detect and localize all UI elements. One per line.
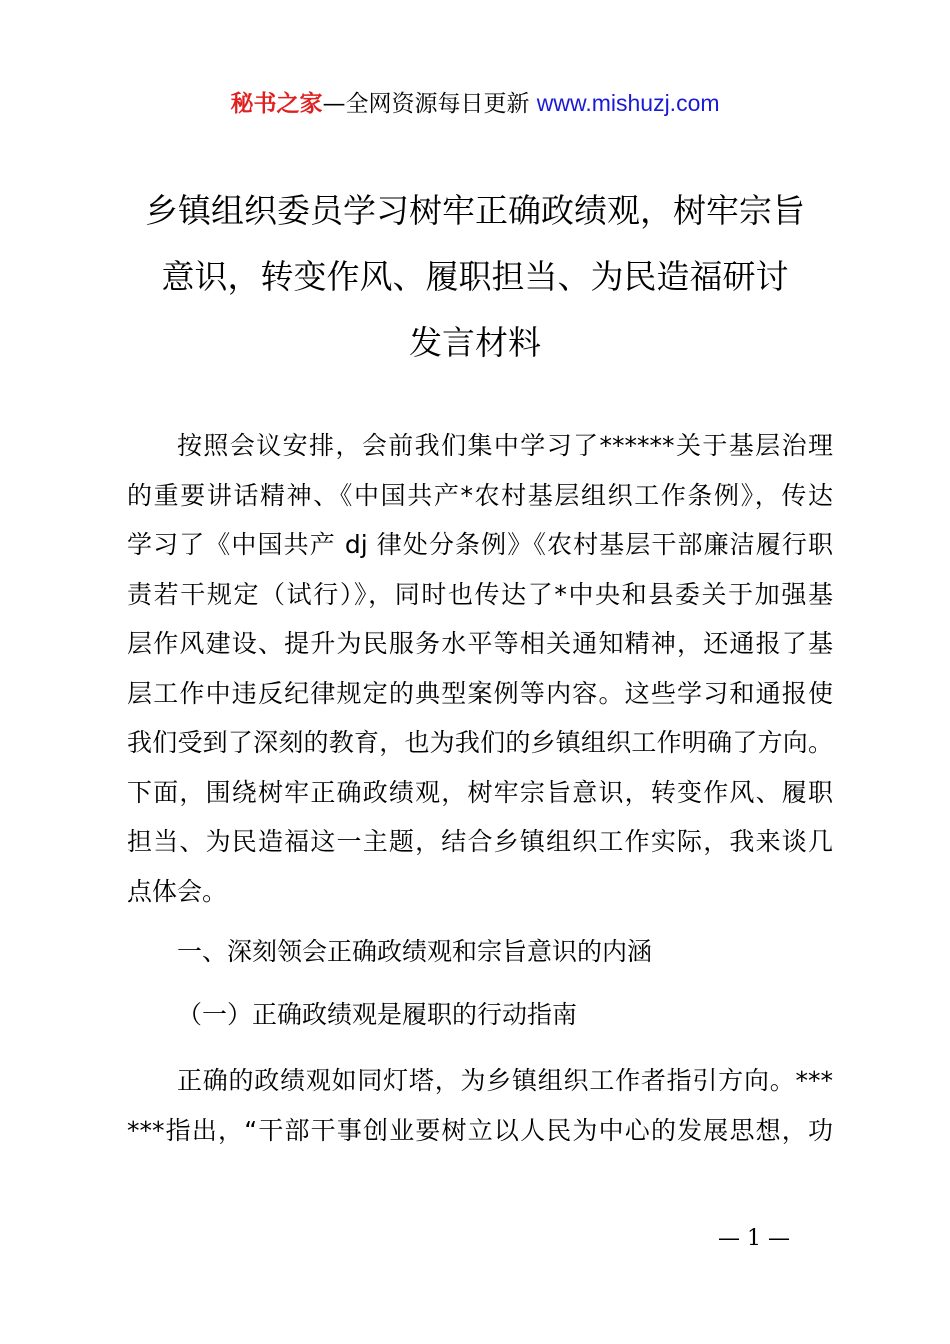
paragraph-line: 学习了《中国共产 dj 律处分条例》《农村基层干部廉洁履行职 [127,530,833,559]
page-number: — 1 — [718,1226,790,1251]
paragraph-line: 的重要讲话精神、《中国共产*农村基层组织工作条例》，传达 [127,480,833,510]
paragraph-line: ***指出，“干部干事创业要树立以人民为中心的发展思想，功 [127,1115,833,1145]
body-paragraph [127,1056,833,1155]
intro-paragraph [127,421,833,916]
site-header [0,86,950,121]
title-line: 发言材料 [409,323,541,362]
paragraph-line: 点体会。 [127,876,228,906]
paragraph-line: 下面，围绕树牢正确政绩观，树牢宗旨意识，转变作风、履职 [127,777,833,807]
title-line: 意识，转变作风、履职担当、为民造福研讨 [161,257,789,296]
site-url-link[interactable]: www.mishuzj.com [536,90,720,116]
title-line: 乡镇组织委员学习树牢正确政绩观，树牢宗旨 [145,191,805,230]
site-tagline: —全网资源每日更新 [322,91,537,117]
paragraph-line: 责若干规定（试行）》，同时也传达了*中央和县委关于加强基 [127,579,833,609]
paragraph-line: 层工作中违反纪律规定的典型案例等内容。这些学习和通报使 [127,678,833,708]
document-title [110,178,840,376]
subsection-heading: （一）正确政绩观是履职的行动指南 [177,1000,578,1029]
paragraph-line: 按照会议安排，会前我们集中学习了******关于基层治理 [177,431,833,460]
paragraph-line: 层作风建设、提升为民服务水平等相关通知精神，还通报了基 [127,629,833,658]
section-heading: 一、深刻领会正确政绩观和宗旨意识的内涵 [177,937,653,966]
paragraph-line: 正确的政绩观如同灯塔，为乡镇组织工作者指引方向。*** [177,1066,833,1095]
paragraph-line: 我们受到了深刻的教育，也为我们的乡镇组织工作明确了方向。 [127,728,833,757]
brand-name: 秘书之家 [230,91,323,117]
paragraph-line: 担当、为民造福这一主题，结合乡镇组织工作实际，我来谈几 [127,827,833,856]
